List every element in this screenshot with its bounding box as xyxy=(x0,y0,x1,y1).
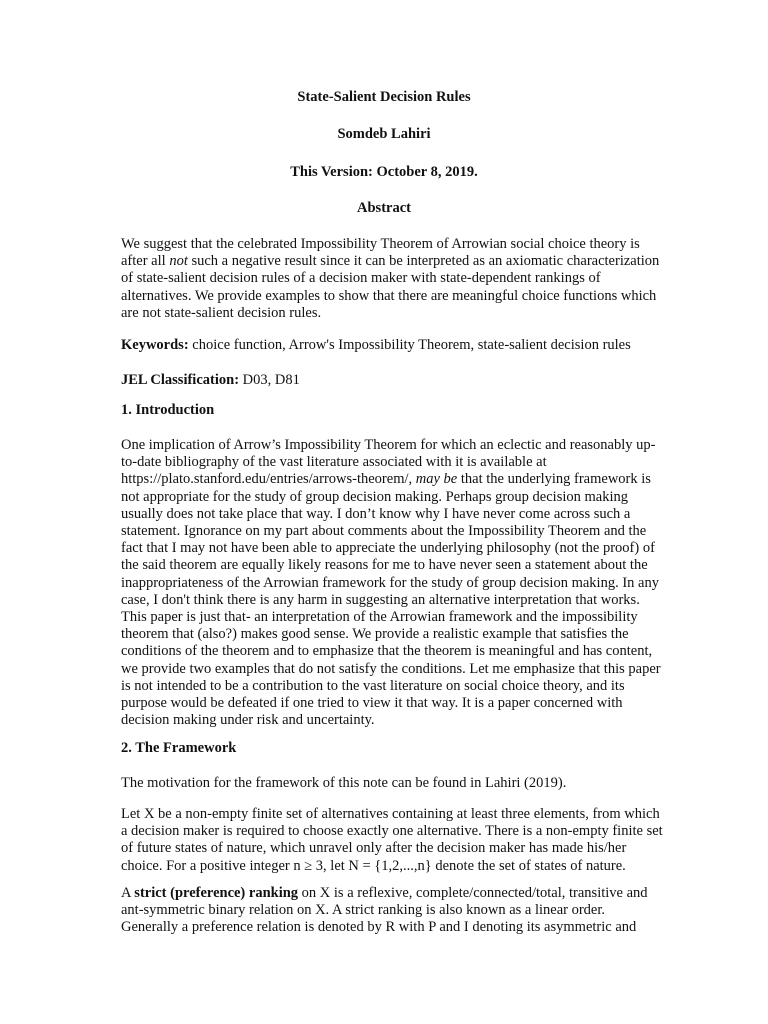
intro-line: decision making under risk and uncertainty. xyxy=(121,712,375,729)
framework-prefix: A xyxy=(121,885,135,901)
keywords-line xyxy=(121,337,661,354)
jel-line xyxy=(121,372,661,389)
intro-line-suffix: that the underlying framework is xyxy=(457,471,651,488)
framework-line: Generally a preference relation is denoted by R with P and I denoting its asymmetric and xyxy=(121,919,637,936)
section-heading-framework: 2. The Framework xyxy=(121,740,237,756)
intro-emphasis: may be xyxy=(415,471,458,488)
paper-title: State-Salient Decision Rules xyxy=(297,89,471,105)
intro-line: One implication of Arrow’s Impossibility Theorem for which an eclectic and reasonably up- xyxy=(121,437,656,453)
framework-line xyxy=(121,885,661,902)
keywords-text: choice function, Arrow's Impossibility Theorem, state-salient decision rules xyxy=(188,337,631,353)
abstract-line: We suggest that the celebrated Impossibility Theorem of Arrowian social choice theory is xyxy=(121,236,640,252)
intro-line: inappropriateness of the Arrowian framework for the study of group decision making. In any xyxy=(121,574,659,591)
paper-version: This Version: October 8, 2019. xyxy=(290,164,478,180)
intro-line: statement. Ignorance on my part about comments about the Impossibility Theorem and the xyxy=(121,523,647,540)
framework-line: choice. For a positive integer n ≥ 3, let N = {1,2,...,n} denote the set of states of nature. xyxy=(121,857,626,874)
intro-line: conditions of the theorem and to emphasize that the theorem is meaningful and has content, xyxy=(121,643,653,660)
framework-paragraph-2 xyxy=(121,806,661,875)
intro-line: theorem that (also?) makes good sense. We provide a realistic example that satisfies the xyxy=(121,626,629,643)
abstract-emphasis: not xyxy=(169,253,188,270)
framework-line: Let X be a non-empty finite set of alternatives containing at least three elements, from which xyxy=(121,806,660,822)
abstract-line: alternatives. We provide examples to show that there are meaningful choice functions which xyxy=(121,287,657,304)
framework-paragraph-1: The motivation for the framework of this note can be found in Lahiri (2019). xyxy=(121,775,567,791)
intro-line: This paper is just that- an interpretation of the Arrowian framework and the impossibility xyxy=(121,609,638,626)
abstract-line-suffix: such a negative result since it can be interpreted as an axiomatic characterization xyxy=(191,253,660,270)
framework-line-suffix: on X is a reflexive, complete/connected/total, transitive and xyxy=(298,885,648,901)
intro-line: case, I don't think there is any harm in suggesting an alternative interpretation that works. xyxy=(121,591,640,608)
abstract-line-prefix: after all xyxy=(121,253,170,270)
intro-line xyxy=(121,471,661,488)
intro-line: to-date bibliography of the vast literature associated with it is available at xyxy=(121,454,547,471)
intro-line: we provide two examples that do not satisfy the conditions. Let me emphasize that this paper xyxy=(121,660,661,677)
intro-line: the said theorem are equally likely reasons for me to have never seen a statement about the xyxy=(121,557,648,574)
framework-line: a decision maker is required to choose exactly one alternative. There is a non-empty finite set xyxy=(121,823,663,840)
abstract-line: of state-salient decision rules of a decision maker with state-dependent rankings of xyxy=(121,270,601,287)
intro-line: not appropriate for the study of group decision making. Perhaps group decision making xyxy=(121,488,628,505)
abstract-paragraph xyxy=(121,236,661,322)
framework-paragraph-3 xyxy=(121,885,661,937)
framework-line: ant-symmetric binary relation on X. A strict ranking is also known as a linear order. xyxy=(121,902,606,919)
abstract-line xyxy=(121,253,661,270)
intro-url: https://plato.stanford.edu/entries/arrows-theorem/, xyxy=(121,471,416,488)
intro-line: is not intended to be a contribution to the vast literature on social choice theory, and its xyxy=(121,677,625,694)
intro-line: purpose would be defeated if one tried to view it that way. It is a paper concerned with xyxy=(121,695,623,712)
jel-label: JEL Classification: xyxy=(121,372,240,388)
paper-author: Somdeb Lahiri xyxy=(337,126,431,142)
framework-line: of future states of nature, which unravel only after the decision maker has made his/her xyxy=(121,840,627,857)
introduction-paragraph xyxy=(121,437,661,729)
intro-line: usually does not take place that way. I don’t know why I have never come across such a xyxy=(121,505,631,522)
keywords-label: Keywords: xyxy=(121,337,189,353)
intro-line: fact that I may not have been able to appreciate the underlying philosophy (not the proof) of xyxy=(121,540,655,557)
section-heading-introduction: 1. Introduction xyxy=(121,402,215,418)
abstract-heading: Abstract xyxy=(357,200,411,216)
strict-ranking-term: strict (preference) ranking xyxy=(134,885,299,901)
abstract-line: are not state-salient decision rules. xyxy=(121,304,322,321)
jel-text: D03, D81 xyxy=(239,372,300,388)
